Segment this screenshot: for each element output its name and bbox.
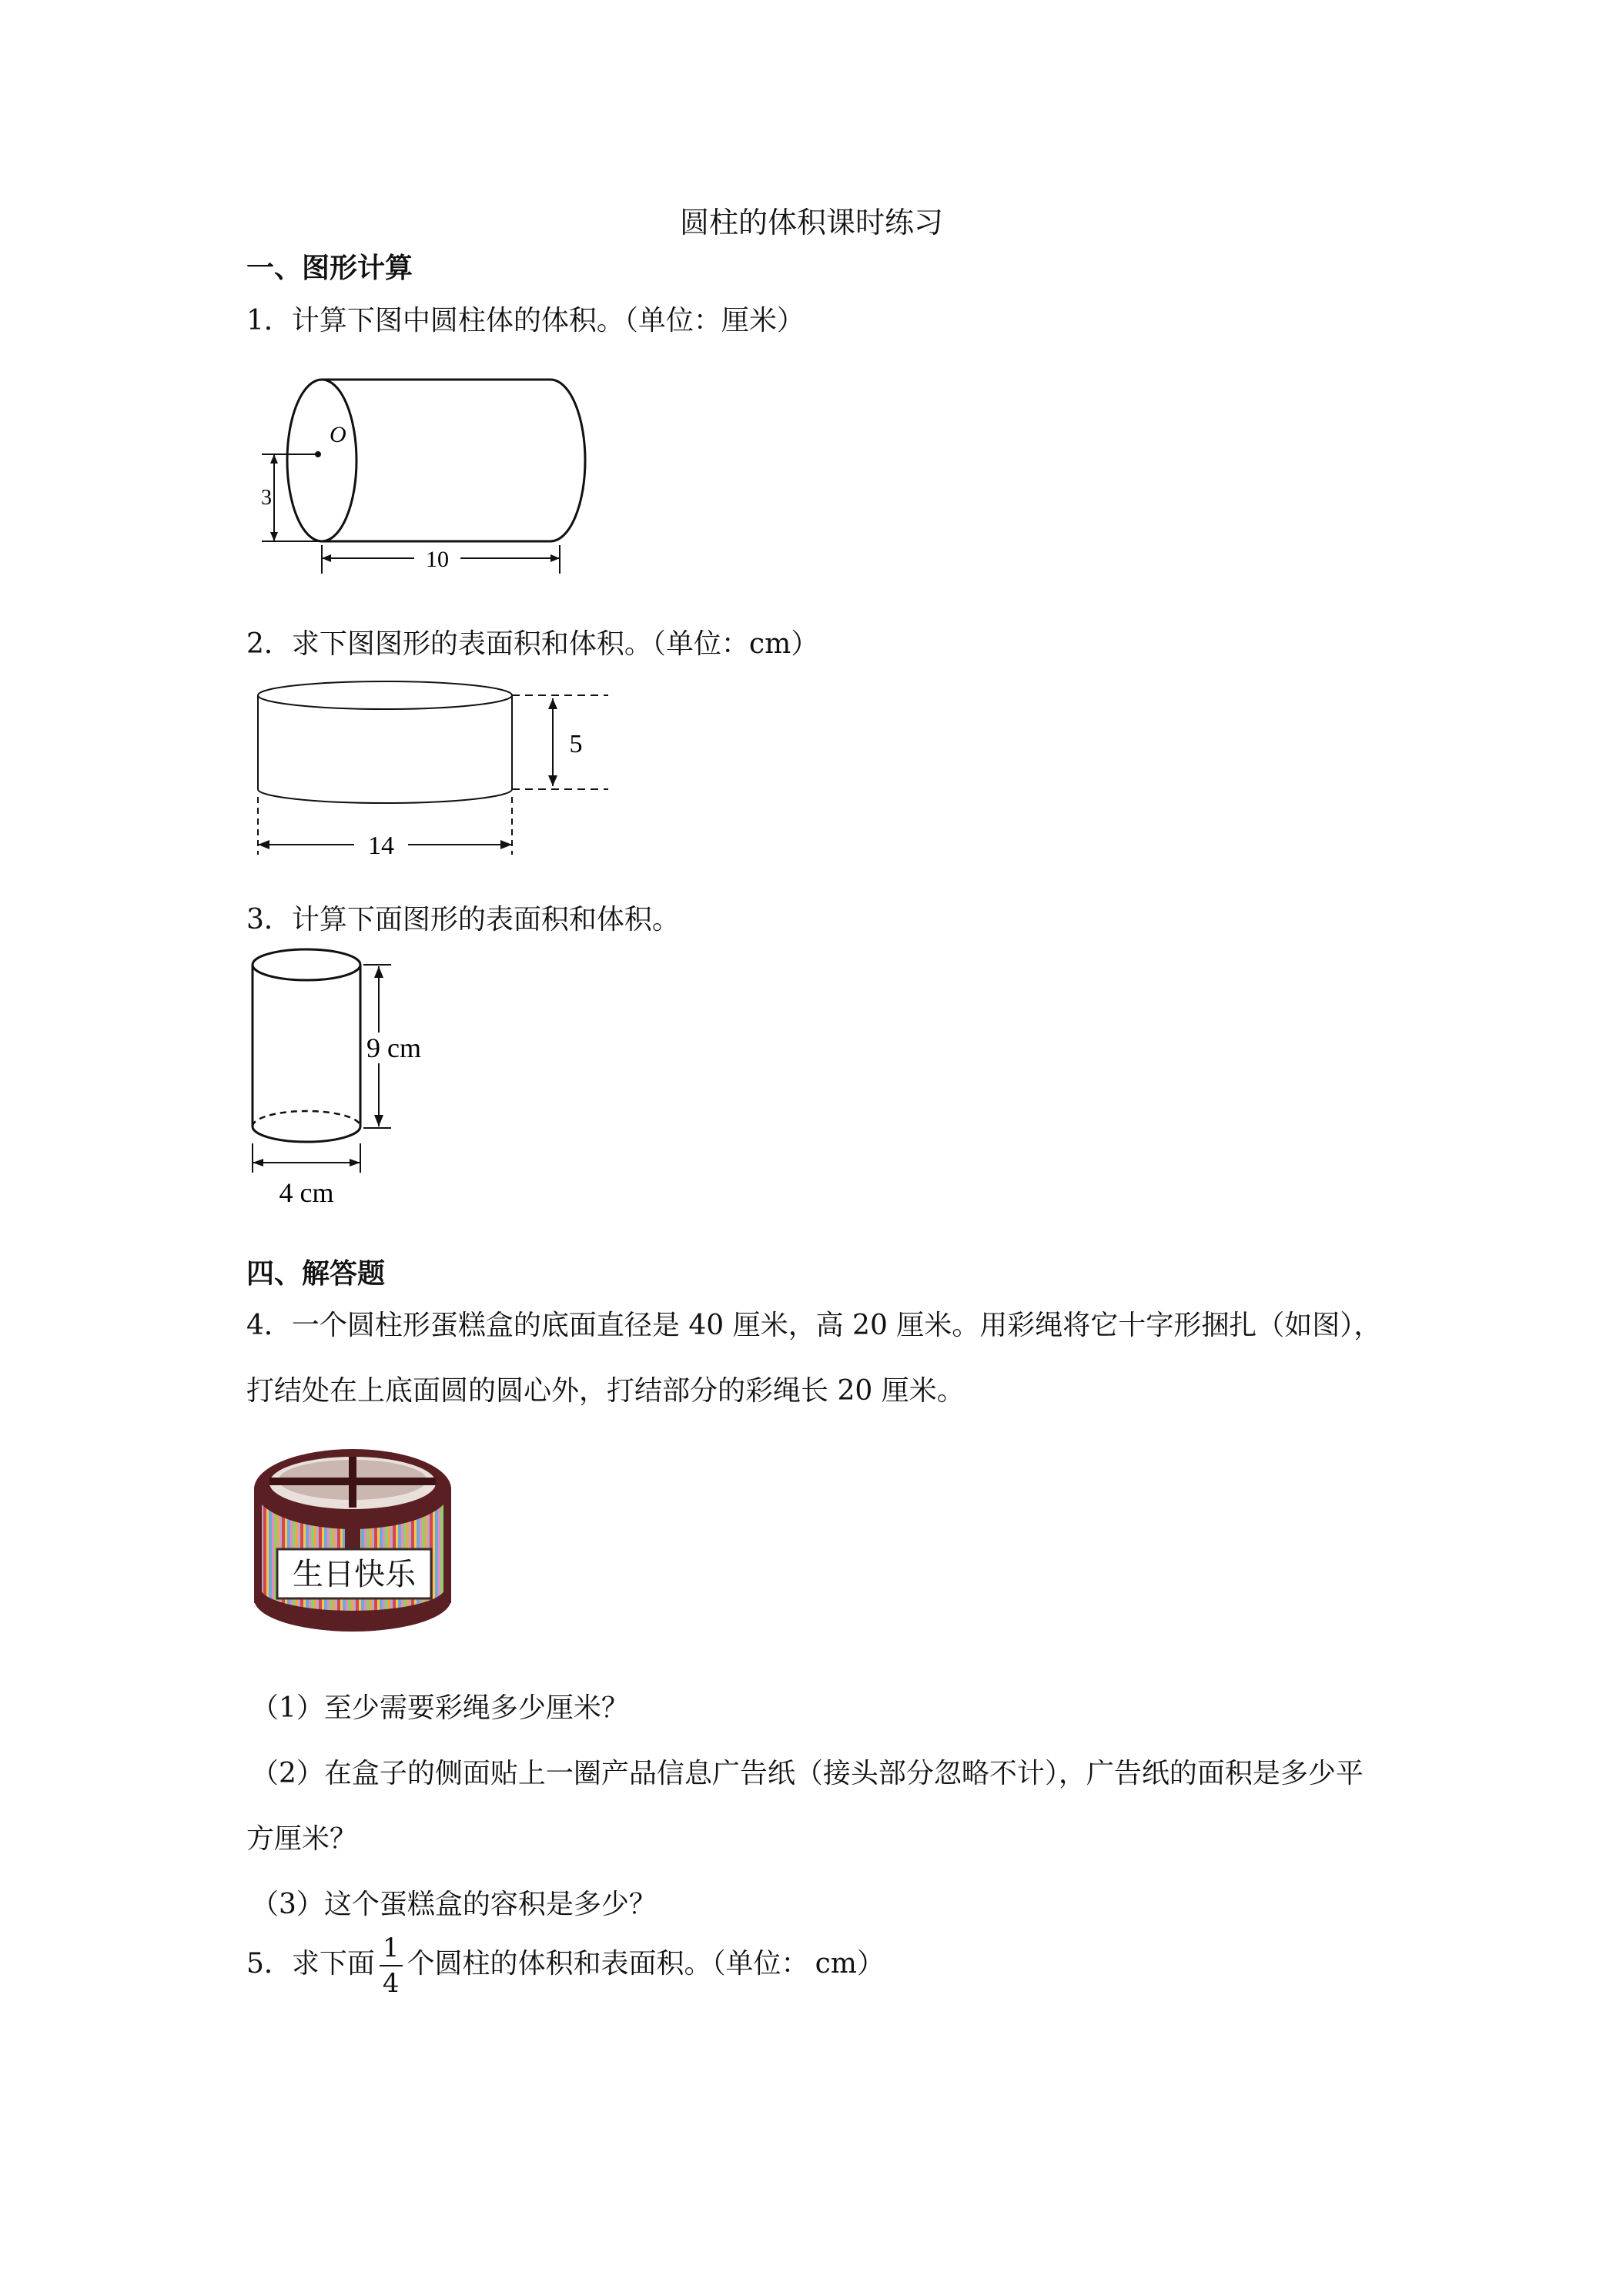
question-5-unit: cm xyxy=(815,1948,857,1980)
cake-label: 生日快乐 xyxy=(293,1557,416,1592)
question-4-line-2: 打结处在上底面圆的圆心外，打结部分的彩绳长 20 厘米。 xyxy=(246,1375,965,1407)
section-heading-4: 四、解答题 xyxy=(246,1258,386,1290)
cylinder-figure-1 xyxy=(246,362,601,585)
diameter-label: 4 cm xyxy=(279,1177,334,1208)
question-5-close: ） xyxy=(856,1948,885,1980)
question-4-sub-3: （3）这个蛋糕盒的容积是多少？ xyxy=(251,1889,657,1920)
center-label: O xyxy=(330,422,346,447)
diameter-label: 14 xyxy=(368,832,394,860)
section-heading-1: 一、图形计算 xyxy=(246,253,413,284)
cylinder-figure-3 xyxy=(246,943,462,1220)
length-label: 10 xyxy=(426,547,449,572)
question-4-sub-2-line-1: （2）在盒子的侧面贴上一圈产品信息广告纸（接头部分忽略不计），广告纸的面积是多少平 xyxy=(251,1758,1364,1789)
question-4-line-1: 4．一个圆柱形蛋糕盒的底面直径是 40 厘米，高 20 厘米。用彩绳将它十字形捆扎（如图）， xyxy=(246,1310,1382,1341)
height-label: 5 xyxy=(569,730,583,758)
height-label: 9 cm xyxy=(366,1033,421,1063)
question-5-suffix: 个圆柱的体积和表面积。（单位： xyxy=(407,1948,809,1980)
radius-label: 3 xyxy=(261,486,272,510)
question-2-text: 2．求下图图形的表面积和体积。（单位：cm） xyxy=(246,628,819,660)
question-5-prefix: 5．求下面 xyxy=(246,1948,375,1980)
fraction xyxy=(380,1931,403,2000)
cylinder-figure-2 xyxy=(246,674,631,862)
question-4-sub-2-line-2: 方厘米？ xyxy=(246,1823,358,1855)
fraction-denominator: 4 xyxy=(382,1968,400,1999)
fraction-numerator: 1 xyxy=(380,1931,403,1966)
question-5 xyxy=(246,1931,885,2000)
question-4-sub-1: （1）至少需要彩绳多少厘米？ xyxy=(251,1692,629,1724)
cake-box-figure xyxy=(245,1434,460,1649)
question-3-text: 3．计算下面图形的表面积和体积。 xyxy=(246,904,680,935)
question-1-text: 1．计算下图中圆柱体的体积。（单位：厘米） xyxy=(246,305,805,336)
page-title: 圆柱的体积课时练习 xyxy=(679,206,943,239)
